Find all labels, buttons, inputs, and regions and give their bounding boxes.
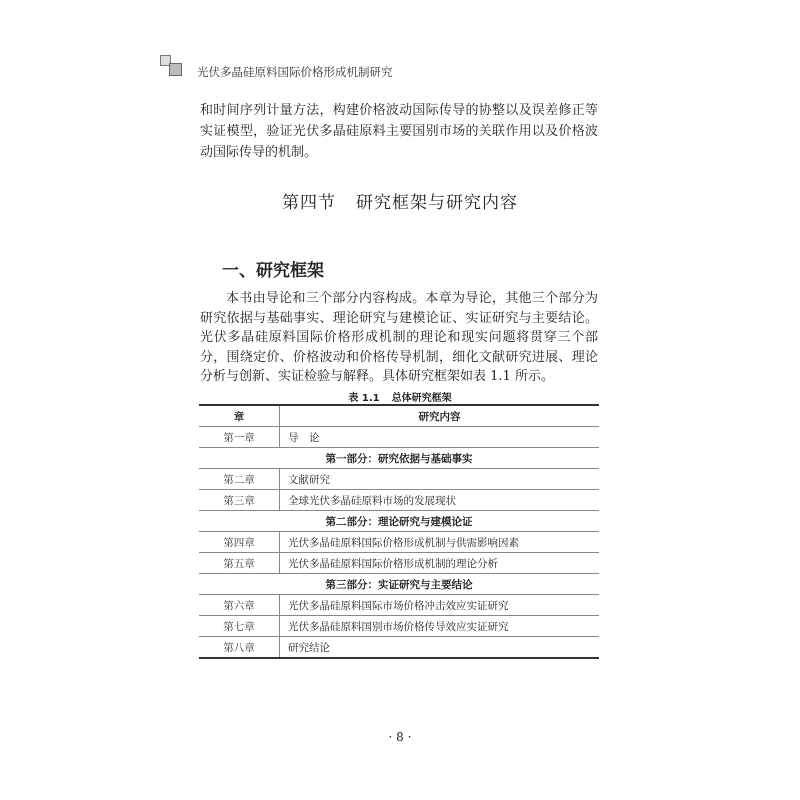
- table-row: [199, 532, 599, 553]
- content-cell: 研究结论: [280, 637, 600, 659]
- subsection-title: 一、研究框架: [222, 261, 324, 281]
- table-caption: [0, 389, 800, 404]
- header-content: 研究内容: [280, 405, 600, 427]
- research-framework-table: [199, 404, 599, 659]
- table-row: [199, 469, 599, 490]
- chapter-cell: 第四章: [199, 532, 280, 553]
- chapter-cell: 第七章: [199, 616, 280, 637]
- table-title: 总体研究框架: [391, 393, 452, 404]
- table-row: [199, 595, 599, 616]
- body-paragraph: 本书由导论和三个部分内容构成。本章为导论，其他三个部分为研究依据与基础事实、理论研究与建模论证、实证研究与主要结论。光伏多晶硅原料国际价格形成机制的理论和现实问题将贯穿三个部分，围绕定价、价格波动和价格传导机制，细化文献研究进展、理论分析与创新、实证检验与解释。具体研究框架如表 1.1 所示。: [200, 291, 598, 384]
- section-title: [0, 188, 800, 213]
- table-row: [199, 427, 599, 448]
- table-part-row: [199, 574, 599, 595]
- chapter-cell: 第二章: [199, 469, 280, 490]
- part-title: 第二部分：理论研究与建模论证: [199, 511, 599, 532]
- intro-paragraph: 和时间序列计量方法，构建价格波动国际传导的协整以及误差修正等实证模型，验证光伏多晶硅原料主要国别市场的关联作用以及价格波动国际传导的机制。: [200, 103, 598, 160]
- chapter-cell: 第八章: [199, 637, 280, 659]
- chapter-cell: 第一章: [199, 427, 280, 448]
- content-cell: 光伏多晶硅原料国别市场价格传导效应实证研究: [280, 616, 600, 637]
- content-cell: 光伏多晶硅原料国际市场价格冲击效应实证研究: [280, 595, 600, 616]
- header-chapter: 章: [199, 405, 280, 427]
- table-row: [199, 637, 599, 659]
- page-number: · 8 ·: [388, 730, 412, 744]
- table-part-row: [199, 448, 599, 469]
- content-cell: 光伏多晶硅原料国际价格形成机制与供需影响因素: [280, 532, 600, 553]
- chapter-cell: 第三章: [199, 490, 280, 511]
- header-decoration-icon: [160, 55, 186, 77]
- part-title: 第三部分：实证研究与主要结论: [199, 574, 599, 595]
- table-row: [199, 490, 599, 511]
- content-cell: 光伏多晶硅原料国际价格形成机制的理论分析: [280, 553, 600, 574]
- table-row: [199, 553, 599, 574]
- chapter-cell: 第六章: [199, 595, 280, 616]
- running-header-title: 光伏多晶硅原料国际价格形成机制研究: [197, 65, 393, 79]
- content-cell: 文献研究: [280, 469, 600, 490]
- content-cell: 导 论: [280, 427, 600, 448]
- table-part-row: [199, 511, 599, 532]
- chapter-cell: 第五章: [199, 553, 280, 574]
- part-title: 第一部分：研究依据与基础事实: [199, 448, 599, 469]
- table-row: [199, 616, 599, 637]
- section-name: 研究框架与研究内容: [356, 193, 518, 213]
- table-header-row: [199, 405, 599, 427]
- table-number: 表 1.1: [348, 393, 380, 404]
- content-cell: 全球光伏多晶硅原料市场的发展现状: [280, 490, 600, 511]
- section-number: 第四节: [282, 193, 336, 213]
